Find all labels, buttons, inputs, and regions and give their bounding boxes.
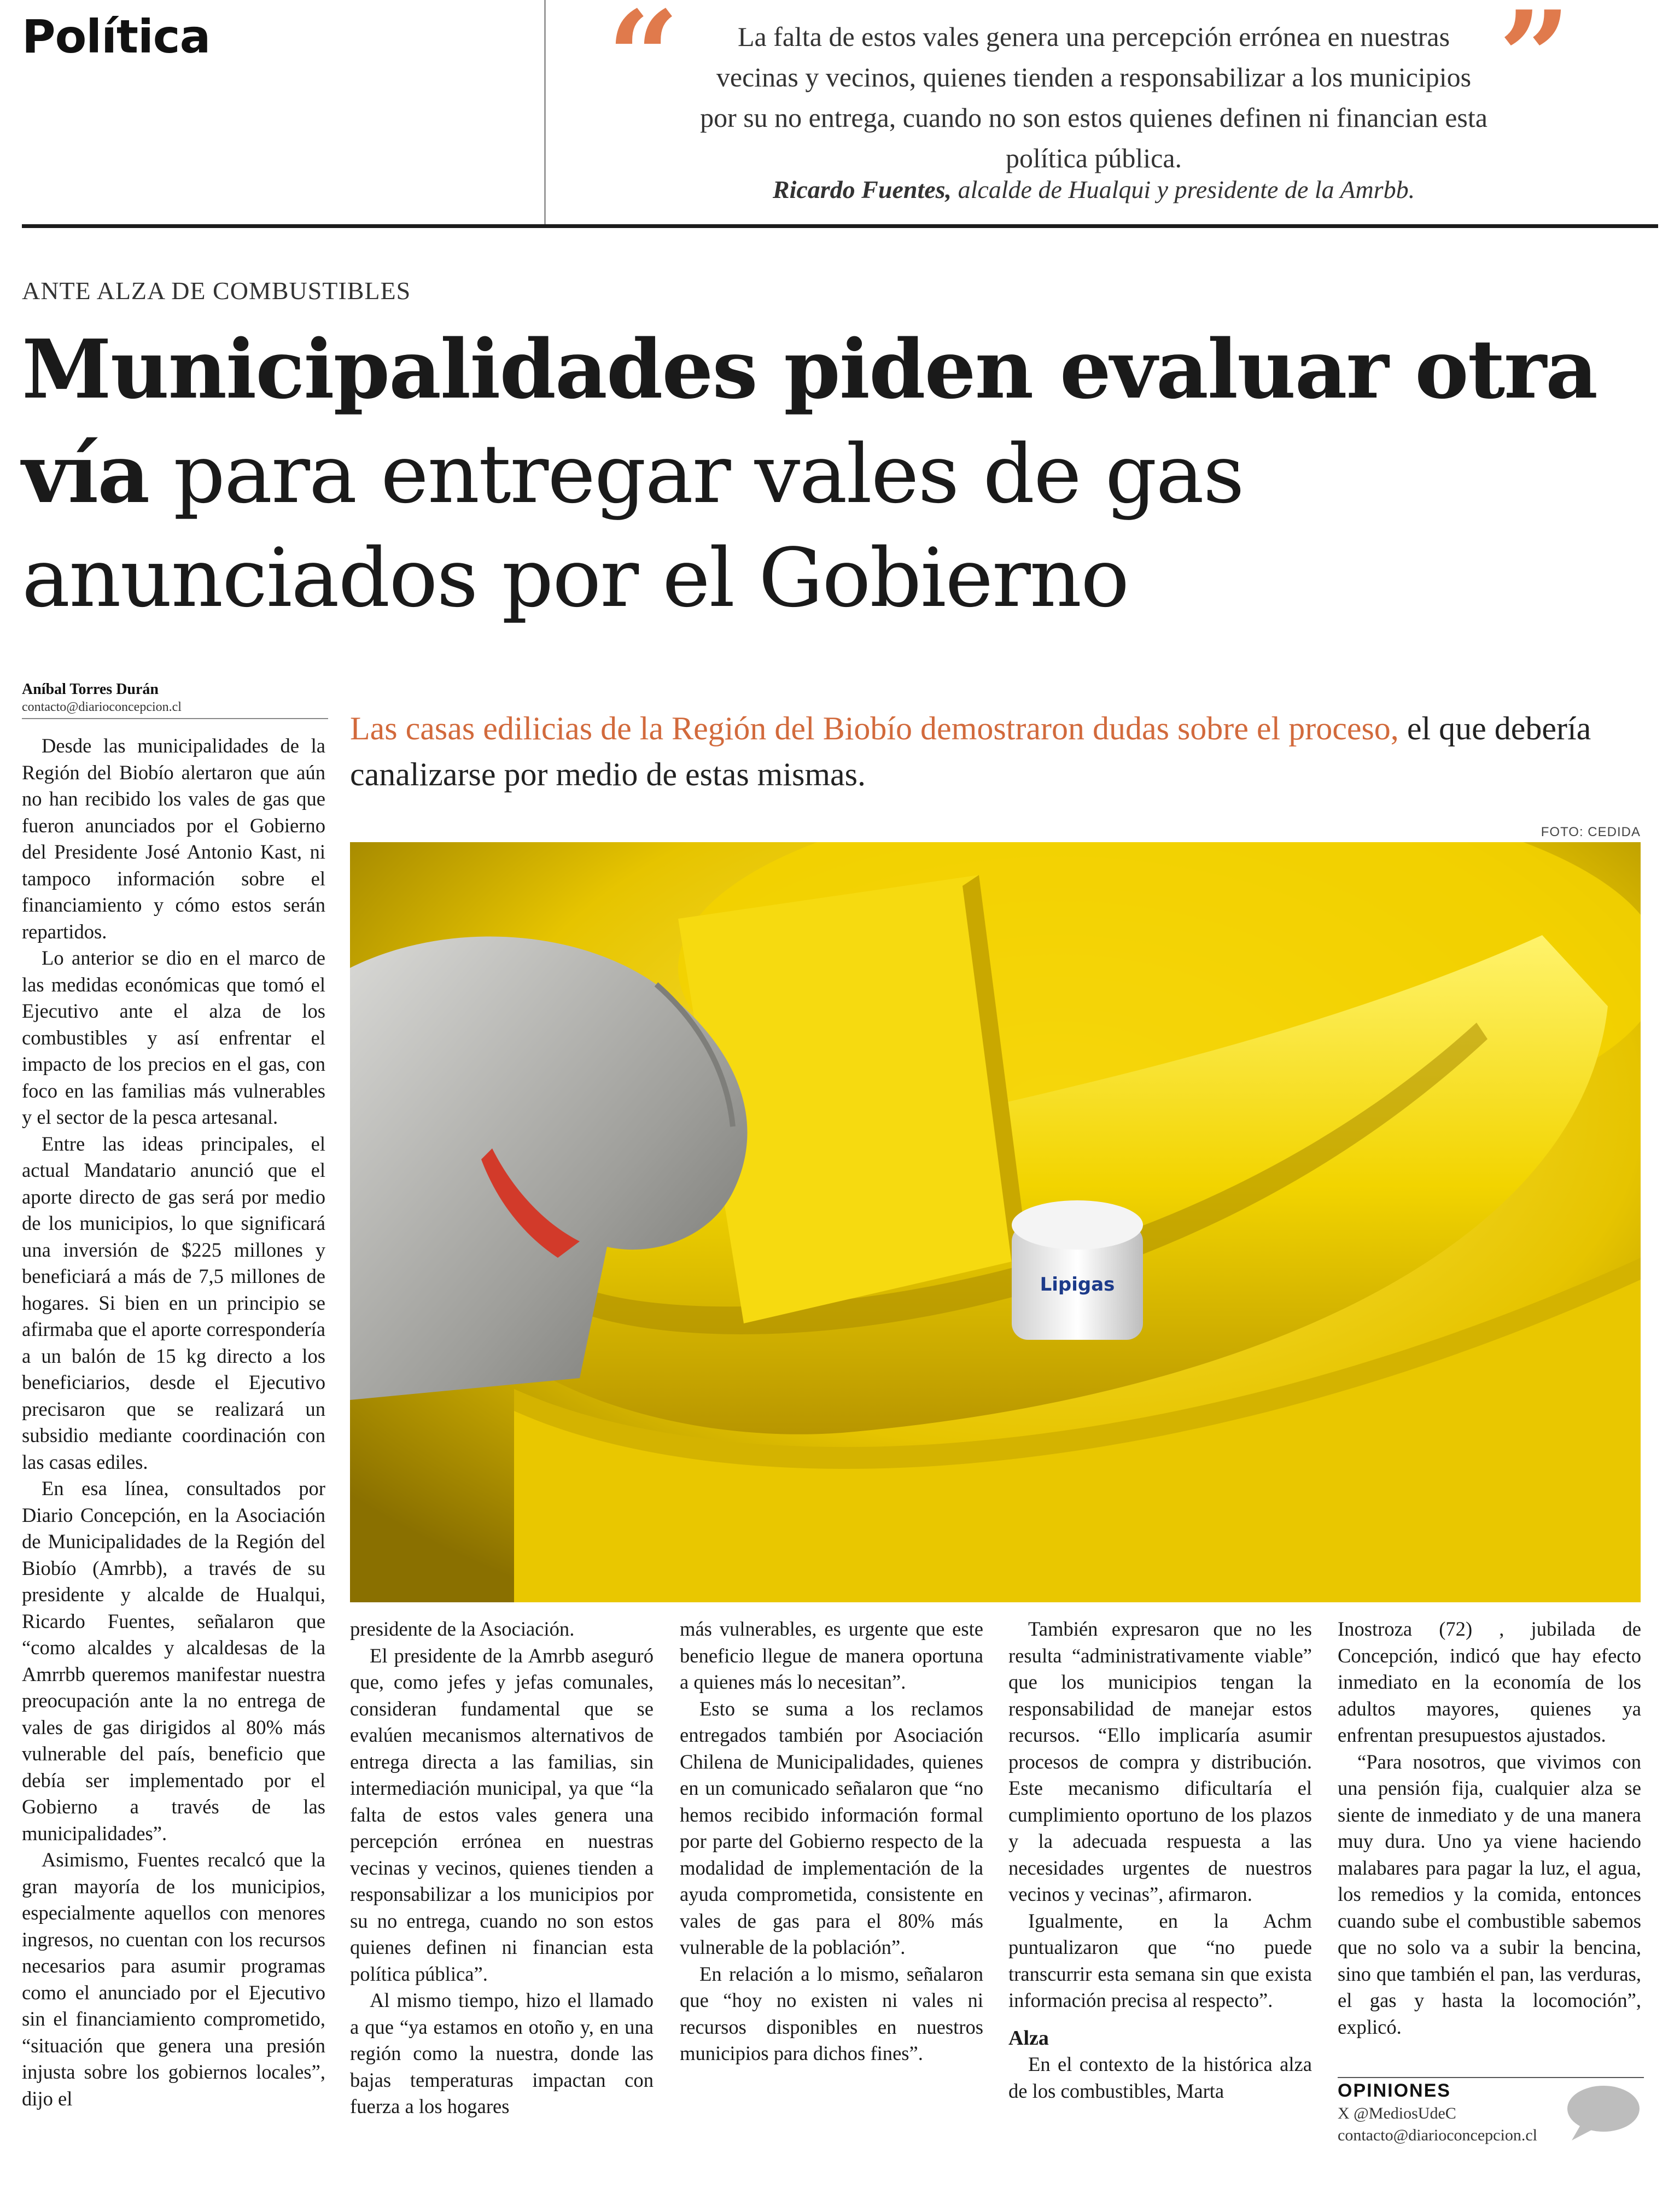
paragraph: En esa línea, consultados por Diario Concepción, en la Asociación de Municipalidades de la Región del Biobío (Amrbb), a través de su presidente y alcalde de Hualqui, Ricardo Fuentes, señalaron que “como alcaldes y alcaldesas de la Amrrbb queremos manifestar nuestra preocupación ante la no entrega de vales de gas dirigidos al 80% más vulnerable del país, beneficio que debía ser implementado por el Gobierno a través de las municipalidades”. (22, 1477, 325, 1845)
opinions-title: OPINIONES (1338, 2080, 1451, 2101)
paragraph: También expresaron que no les resulta “administrativamente viable” que los municipios tengan la responsabilidad de manejar estos recursos. “Ello implicaría asumir procesos de compra y distribución. Este mecanismo dificultaría el cumplimiento oportuno de los plazos y la adecuada respuesta a las necesidades urgentes de nuestros vecinos y vecinas”, afirmaron. (1008, 1618, 1312, 1905)
opinions-x-handle[interactable]: X @MediosUdeC (1338, 2104, 1456, 2122)
paragraph: En el contexto de la histórica alza de los combustibles, Marta (1008, 2053, 1312, 2102)
close-quote-mark: ” (1498, 0, 1571, 131)
quote-author: Ricardo Fuentes, (772, 176, 952, 203)
article-column-5 (1338, 1616, 1641, 2040)
paragraph: En relación a lo mismo, señalaron que “hoy no existen ni vales ni recursos disponibles en nuestros municipios para dichos fines”. (680, 1962, 983, 2064)
headline-regular: para entregar vales de gas anunciados por el Gobierno (22, 427, 1244, 625)
article-column-4 (1008, 1616, 1312, 2104)
paragraph: Desde las municipalidades de la Región del Biobío alertaron que aún no han recibido los vales de gas que fueron anunciados por el Gobierno del Presidente José Antonio Kast, ni tampoco información sobre el financiamiento y cómo estos serán repartidos. (22, 734, 325, 943)
headline (22, 317, 1641, 630)
paragraph: Al mismo tiempo, hizo el llamado a que “ya estamos en otoño y, en una región como la nuestra, donde las bajas temperaturas impactan con fuerza a los hogares (350, 1989, 654, 2117)
deck-rest: el que debería canalizarse por medio de estas mismas. (350, 710, 1591, 792)
open-quote-mark: “ (607, 0, 680, 131)
paragraph: Lo anterior se dio en el marco de las medidas económicas que tomó el Ejecutivo ante el alza de los combustibles y así enfrentar el impacto de los precios en el gas, con foco en las familias más vulnerables y el sector de la pesca artesanal. (22, 947, 325, 1128)
article-deck (350, 705, 1657, 797)
paragraph: Igualmente, en la Achm puntualizaron que “no puede transcurrir esta semana sin que exista información precisa al respecto”. (1008, 1909, 1312, 2011)
byline-author: Aníbal Torres Durán (22, 681, 159, 698)
paragraph: Inostroza (72) , jubilada de Concepción, indicó que hay efecto inmediato en la economía de los adultos mayores, quienes ya enfrentan presupuestos ajustados. (1338, 1618, 1641, 1746)
article-column-3 (680, 1616, 983, 2067)
opinions-email[interactable]: contacto@diarioconcepcion.cl (1338, 2126, 1537, 2144)
gas-cylinder-illustration (350, 842, 1641, 1602)
pull-quote-text: La falta de estos vales genera una percepción errónea en nuestras vecinas y vecinos, quienes tienden a responsabilizar a los municipios por su no entrega, cuando no son estos quienes definen ni financian esta política pública. (700, 21, 1488, 173)
lipigas-label: Lipigas (1040, 1274, 1115, 1296)
quote-role: alcalde de Hualqui y presidente de la Amrbb. (958, 176, 1415, 203)
headline-bold: Municipalidades piden evaluar otra vía (22, 322, 1597, 521)
article-column-1 (22, 733, 325, 2112)
deck-accent: Las casas edilicias de la Región del Biobío demostraron dudas sobre el proceso, (350, 710, 1399, 746)
paragraph: Entre las ideas principales, el actual Mandatario anunció que el aporte directo de gas será por medio de los municipios, lo que significará una inversión de $225 millones y beneficiará a más de 7,5 millones de hogares. Si bien en un principio se afirmaba que el aporte correspondería a un balón de 15 kg directo a los beneficiarios, desde el Ejecutivo precisaron que se realizará un subsidio mediante coordinación con las casas ediles. (22, 1132, 325, 1473)
paragraph: El presidente de la Amrbb aseguró que, como jefes y jefas comunales, consideran fundamental que se evalúen mecanismos alternativos de entrega directa a las familias, sin intermediación municipal, ya que “la falta de estos vales genera una percepción errónea en nuestras vecinas y vecinos, quienes tienden a responsabilizar a los municipios por su no entrega, cuando no son estos quienes definen ni financian esta política pública”. (350, 1644, 654, 1985)
paragraph: Asimismo, Fuentes recalcó que la gran mayoría de los municipios, especialmente aquellos con menores ingresos, no cuentan con los recursos necesarios para asumir programas como el anunciado por el Ejecutivo sin el financiamiento comprometido, “situación que genera una presión injusta sobre los gobiernos locales”, dijo el (22, 1848, 325, 2110)
valve-cap (1012, 1200, 1143, 1250)
article-photo (350, 842, 1641, 1602)
photo-credit: FOTO: CEDIDA (1541, 825, 1641, 839)
byline-email[interactable]: contacto@diarioconcepcion.cl (22, 700, 182, 714)
byline-rule (22, 718, 328, 719)
paragraph: Esto se suma a los reclamos entregados también por Asociación Chilena de Municipalidades, quienes en un comunicado señalaron que “no hemos recibido información formal por parte del Gobierno respecto de la modalidad de implementación de la ayuda comprometida, consistente en vales de gas para el 80% más vulnerable de la población”. (680, 1697, 983, 1958)
header-divider (544, 0, 546, 224)
pull-quote-attribution (700, 175, 1488, 204)
article-column-2 (350, 1616, 654, 2120)
subhead-alza: Alza (1008, 2026, 1049, 2050)
header-rule (22, 224, 1658, 228)
paragraph: presidente de la Asociación. (350, 1618, 575, 1640)
speech-bubble-icon (1564, 2082, 1641, 2145)
paragraph: “Para nosotros, que vivimos con una pensión fija, cualquier alza se siente de inmediato y de una manera muy dura. Uno ya viene haciendo malabares para pagar la luz, el agua, los remedios y la comida, entonces cuando sube el combustible sabemos que no solo va a subir la bencina, sino que también el pan, las verduras, el gas y hasta la locomoción”, explicó. (1338, 1750, 1641, 2038)
paragraph: más vulnerables, es urgente que este beneficio llegue de manera oportuna a quienes más lo necesitan”. (680, 1618, 983, 1693)
opinions-rule (1338, 2077, 1644, 2078)
section-title: Política (22, 10, 211, 63)
kicker: ANTE ALZA DE COMBUSTIBLES (22, 277, 411, 305)
